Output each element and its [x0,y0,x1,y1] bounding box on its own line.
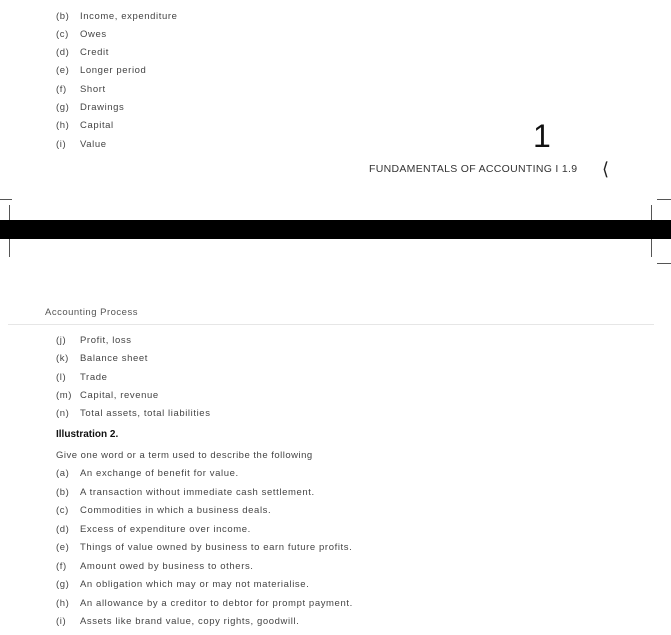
item-marker: (l) [56,372,67,383]
item-text: Excess of expenditure over income. [80,524,251,535]
list-item [56,505,271,516]
crop-mark [657,263,671,264]
item-text: An exchange of benefit for value. [80,468,239,479]
list-item [56,487,315,498]
illustration-intro: Give one word or a term used to describe the following [56,450,313,461]
item-marker: (e) [56,65,70,76]
item-text: Income, expenditure [80,11,178,22]
section-header: Accounting Process [45,307,138,318]
list-item [56,616,299,627]
item-marker: (d) [56,524,70,535]
item-marker: (i) [56,139,67,150]
page-break-bar [0,220,671,239]
item-marker: (c) [56,29,69,40]
list-item [56,335,132,346]
item-marker: (f) [56,84,67,95]
item-marker: (g) [56,579,70,590]
list-item [56,542,352,553]
item-text: An obligation which may or may not materialise. [80,579,310,590]
list-item [56,353,148,364]
item-marker: (n) [56,408,70,419]
item-marker: (j) [56,335,67,346]
item-marker: (f) [56,561,67,572]
item-text: Capital, revenue [80,390,159,401]
item-text: Total assets, total liabilities [80,408,211,419]
item-text: Short [80,84,106,95]
item-marker: (i) [56,616,67,627]
item-marker: (g) [56,102,70,113]
list-item [56,11,177,22]
list-item [56,598,353,609]
item-marker: (d) [56,47,70,58]
item-text: Owes [80,29,107,40]
item-text: An allowance by a creditor to debtor for prompt payment. [80,598,353,609]
list-item [56,139,107,150]
item-text: Drawings [80,102,125,113]
list-item [56,524,251,535]
item-text: Profit, loss [80,335,132,346]
list-item [56,102,124,113]
page-number: 1 [533,118,551,154]
item-marker: (k) [56,353,69,364]
item-marker: (h) [56,120,70,131]
item-text: Credit [80,47,109,58]
list-item [56,408,211,419]
crop-mark [0,199,12,200]
item-text: Balance sheet [80,353,149,364]
section-divider [8,324,654,325]
item-text: Amount owed by business to others. [80,561,254,572]
item-marker: (b) [56,487,70,498]
list-item [56,120,114,131]
list-item [56,372,107,383]
item-marker: (e) [56,542,70,553]
list-item [56,468,239,479]
item-text: Trade [80,372,108,383]
list-item [56,84,106,95]
list-item [56,47,109,58]
list-item [56,390,159,401]
item-text: Things of value owned by business to earn future profits. [80,542,353,553]
item-text: A transaction without immediate cash settlement. [80,487,315,498]
item-text: Commodities in which a business deals. [80,505,272,516]
item-marker: (c) [56,505,69,516]
item-text: Longer period [80,65,147,76]
item-text: Assets like brand value, copy rights, goodwill. [80,616,300,627]
item-marker: (m) [56,390,73,401]
item-marker: (h) [56,598,70,609]
item-text: Capital [80,120,114,131]
list-item [56,29,107,40]
illustration-heading: Illustration 2. [56,429,119,440]
list-item [56,579,309,590]
item-text: Value [80,139,107,150]
chevron-left-icon: ⟨ [602,159,610,179]
running-header: FUNDAMENTALS OF ACCOUNTING I 1.9 [369,163,578,175]
list-item [56,65,146,76]
item-marker: (a) [56,468,70,479]
list-item [56,561,254,572]
item-marker: (b) [56,11,70,22]
crop-mark [657,199,671,200]
